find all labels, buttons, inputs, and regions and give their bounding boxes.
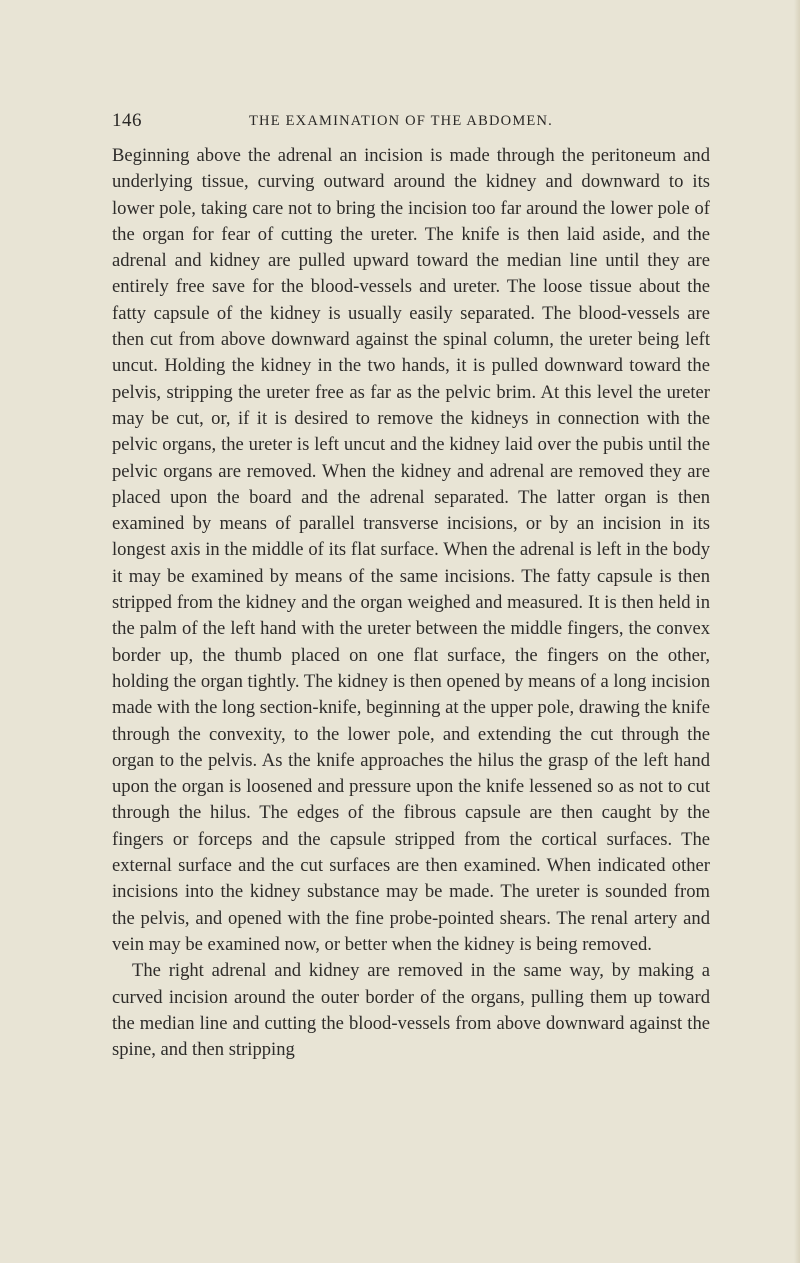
paragraph-1: Beginning above the adrenal an incision is made through the peritoneum and underlying tissue, curving outward around the kidney and downward to its lower pole, taking care not to bring the incision too far around the lower pole of the organ for fear of cutting the ureter. The knife is then laid aside, and the adrenal and kidney are pulled upward toward the median line until they are entirely free save for the blood-vessels and ureter. The loose tissue about the fatty capsule of the kidney is usually easily separated. The blood-vessels are then cut from above downward against the spinal column, the ureter being left uncut. Holding the kidney in the two hands, it is pulled downward toward the pelvis, stripping the ureter free as far as the pelvic brim. At this level the ureter may be cut, or, if it is desired to remove the kidneys in connection with the pelvic organs, the ureter is left uncut and the kidney laid over the pubis until the pelvic organs are removed. When the kidney and adrenal are removed they are placed upon the board and the adrenal separated. The latter organ is then examined by means of parallel transverse incisions, or by an incision in its longest axis in the middle of its flat surface. When the adrenal is left in the body it may be examined by means of the same incisions. The fatty capsule is then stripped from the kidney and the organ weighed and measured. It is then held in the palm of the left hand with the ureter between the middle fingers, the convex border up, the thumb placed on one flat surface, the fingers on the other, holding the organ tightly. The kidney is then opened by means of a long incision made with the long section-knife, beginning at the upper pole, drawing the knife through the convexity, to the lower pole, and extending the cut through the organ to the pelvis. As the knife approaches the hilus the grasp of the left hand upon the organ is loosened and pressure upon the knife lessened so as not to cut through the hilus. The edges of the fibrous capsule are then caught by the fingers or forceps and the capsule stripped from the cortical surfaces. The external surface and the cut surfaces are then examined. When indicated other incisions into the kidney substance may be made. The ureter is sounded from the pelvis, and opened with the fine probe-pointed shears. The renal artery and vein may be examined now, or better when the kidney is being removed. — [112, 145, 710, 955]
running-head: THE EXAMINATION OF THE ABDOMEN. — [249, 113, 553, 129]
paragraph-2: The right adrenal and kidney are removed in the same way, by making a curved incision around the outer border of the organs, pulling them up toward the median line and cutting the blood-vessels from above downward against the spine, and then stripping — [112, 960, 710, 1061]
page-header — [112, 110, 712, 134]
page-number: 146 — [112, 110, 142, 131]
page-edge-shadow — [794, 0, 800, 1263]
body-text — [112, 143, 710, 1063]
